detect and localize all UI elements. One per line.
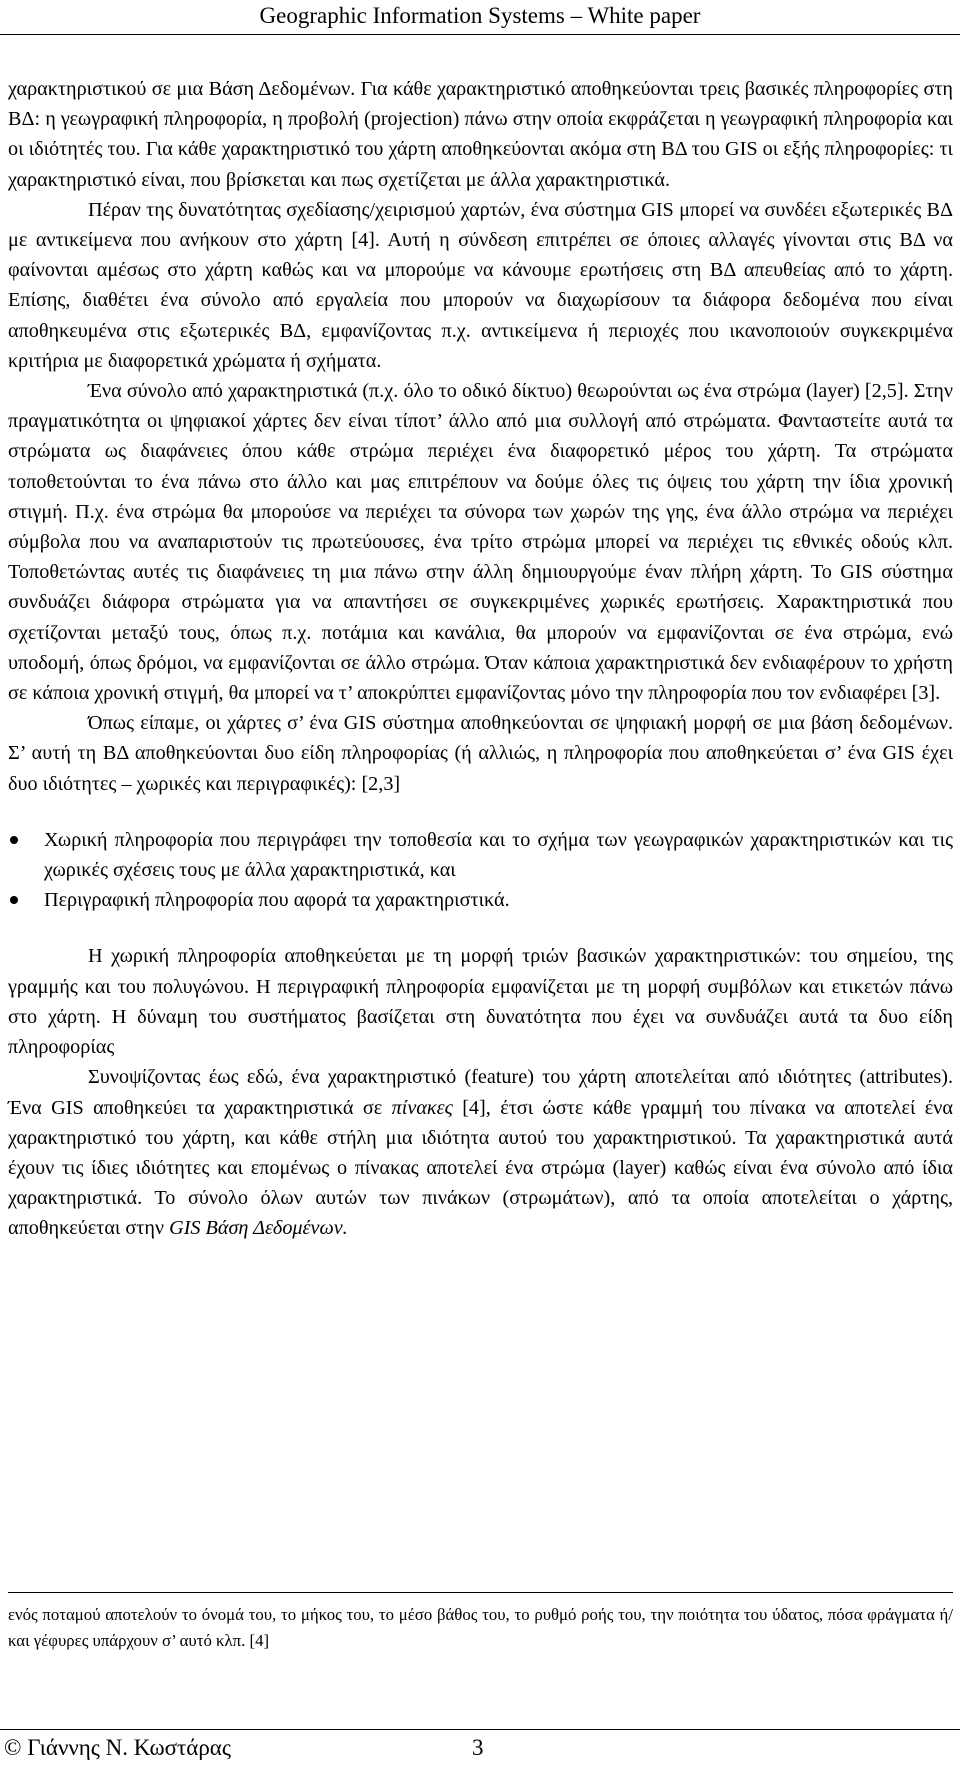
footer-divider <box>0 1729 960 1730</box>
paragraph-5: Η χωρική πληροφορία αποθηκεύεται με τη μορφή τριών βασικών χαρακτηριστικών: του σημείου, της γραμμής και του πολυγώνου. Η περιγραφική πληροφορία εμφανίζεται με τη μορφή συμβόλων και ετικετών πάνω στο χάρτη. Η δύναμη του συστήματος βασίζεται στη δυνατότητα που έχει να συνδυάζει αυτά τα δυο είδη πληροφορίας <box>8 945 953 1059</box>
paragraph-6-text-a: Συνοψίζοντας έως εδώ, ένα χαρακτηριστικό (feature) του χάρτη αποτελείται από ιδιότητες (attributes). Ένα GIS αποθηκεύει τα χαρακτηριστικά σε <box>8 1066 953 1119</box>
list-item <box>8 825 953 885</box>
footer-author: © Γιάννης Ν. Κωστάρας <box>4 1735 231 1760</box>
main-body <box>8 74 953 1244</box>
list-item <box>8 885 953 915</box>
paragraph-2: Πέραν της δυνατότητας σχεδίασης/χειρισμού χαρτών, ένα σύστημα GIS μπορεί να συνδέει εξωτερικές ΒΔ με αντικείμενα που ανήκουν στο χάρτη [4]. Αυτή η σύνδεση επιτρέπει σε όποιες αλλαγές γίνονται στις ΒΔ να φαίνονται αμέσως στο χάρτη καθώς και να μπορούμε να κάνουμε ερωτήσεις στη ΒΔ απευθείας από το χάρτη. Επίσης, διαθέτει ένα σύνολο από εργαλεία που μπορούν να διαχωρίσουν τα διάφορα δεδομένα που είναι αποθηκευμένα στις εξωτερικές ΒΔ, εμφανίζοντας π.χ. αντικείμενα ή περιοχές που ικανοποιούν συγκεκριμένα κριτήρια με διαφορετικά χρώματα ή σχήματα. <box>8 198 953 372</box>
paragraph-3: Ένα σύνολο από χαρακτηριστικά (π.χ. όλο το οδικό δίκτυο) θεωρούνται ως ένα στρώμα (layer) [2,5]. Στην πραγματικότητα οι ψηφιακοί χάρτες δεν είναι τίποτ’ άλλο από μια συλλογή από στρώματα. Φανταστείτε αυτά τα στρώματα ως διαφάνειες όπου κάθε στρώμα περιέχει ένα διαφορετικό μέρος του χάρτη. Τα στρώματα τοποθετούνται το ένα πάνω στο άλλο και μας επιτρέπουν να δούμε όλες τις όψεις του χάρτη την ίδια χρονική στιγμή. Π.χ. ένα στρώμα θα μπορούσε να περιέχει τα σύνορα των χωρών της γης, ένα άλλο στρώμα να περιέχει σύμβολα που να αναπαριστούν τις πρωτεύουσες, ένα τρίτο στρώμα μπορεί να περιέχει τις εθνικές οδούς κλπ. Τοποθετώντας αυτές τις διαφάνειες τη μια πάνω στην άλλη δημιουργούμε έναν πλήρη χάρτη. Το GIS σύστημα συνδυάζει διάφορα στρώματα για να απαντήσει σε συγκεκριμένες χωρικές ερωτήσεις. Χαρακτηριστικά που σχετίζονται μεταξύ τους, όπως π.χ. ποτάμια και κανάλια, θα μπορούν να εμφανίζονται σε ένα στρώμα, ενώ υποδομή, όπως δρόμοι, να εμφανίζονται σε άλλο στρώμα. Όταν κάποια χαρακτηριστικά δεν ενδιαφέρουν το χρήστη σε κάποια χρονική στιγμή, θα μπορεί να τ’ αποκρύπτει εμφανίζοντας μόνο την πληροφορία που τον ενδιαφέρει [3]. <box>8 380 953 705</box>
running-footer <box>0 1732 960 1766</box>
bullet-icon <box>10 896 18 904</box>
list-item-text: Περιγραφική πληροφορία που αφορά τα χαρακτηριστικά. <box>44 889 510 912</box>
header-divider <box>0 34 960 35</box>
list-item-text: Χωρική πληροφορία που περιγράφει την τοποθεσία και το σχήμα των γεωγραφικών χαρακτηριστικών και τις χωρικές σχέσεις τους με άλλα χαρακτηριστικά, και <box>44 828 953 882</box>
footnote: ενός ποταμού αποτελούν το όνομά του, το μήκος του, το μέσο βάθος του, το ρυθμό ροής του, την ποιότητα του ύδατος, πόσα φράγματα ή/και γέφυρες υπάρχουν σ’ αυτό κλπ. [4] <box>8 1605 953 1650</box>
bullet-list <box>8 825 953 916</box>
paragraph-6 <box>8 1062 953 1243</box>
footnote-divider <box>8 1592 953 1593</box>
paragraph-6-italic-term: πίνακες <box>391 1096 453 1119</box>
page-number: 3 <box>472 1735 484 1760</box>
paragraph-1: χαρακτηριστικού σε μια Βάση Δεδομένων. Για κάθε χαρακτηριστικό αποθηκεύονται τρεις βασικές πληροφορίες στη ΒΔ: η γεωγραφική πληροφορία, η προβολή (projection) πάνω στην οποία εκφράζεται η γεωγραφική πληροφορία και οι ιδιότητές του. Για κάθε χαρακτηριστικό του χάρτη αποθηκεύονται ακόμα στη ΒΔ του GIS οι εξής πληροφορίες: τι χαρακτηριστικό είναι, που βρίσκεται και πως σχετίζεται με άλλα χαρακτηριστικά. <box>8 78 953 191</box>
paragraph-6-italic-term: GIS Βάση Δεδομένων. <box>169 1217 348 1240</box>
paragraph-6-text-b: [4], έτσι ώστε κάθε γραμμή του πίνακα να αποτελεί ένα χαρακτηριστικό του χάρτη, και κάθε στήλη μια ιδιότητα αυτού του χαρακτηριστικού. Τα χαρακτηριστικά αυτά έχουν τις ίδιες ιδιότητες και επομένως ο πίνακας αποτελεί ένα στρώμα (layer) καθώς είναι ένα σύνολο από ίδια χαρακτηριστικά. Το σύνολο όλων αυτών των πινάκων (στρωμάτων), από τα οποία αποτελείται ο χάρτης, αποθηκεύεται στην <box>8 1096 953 1240</box>
paragraph-4: Όπως είπαμε, οι χάρτες σ’ ένα GIS σύστημα αποθηκεύονται σε ψηφιακή μορφή σε μια βάση δεδομένων. Σ’ αυτή τη ΒΔ αποθηκεύονται δυο είδη πληροφορίας (ή αλλιώς, η πληροφορία που αποθηκεύεται σ’ ένα GIS έχει δυο ιδιότητες – χωρικές και περιγραφικές): [2,3] <box>8 712 953 795</box>
bullet-icon <box>10 836 18 844</box>
running-header: Geographic Information Systems – White paper <box>259 3 701 28</box>
